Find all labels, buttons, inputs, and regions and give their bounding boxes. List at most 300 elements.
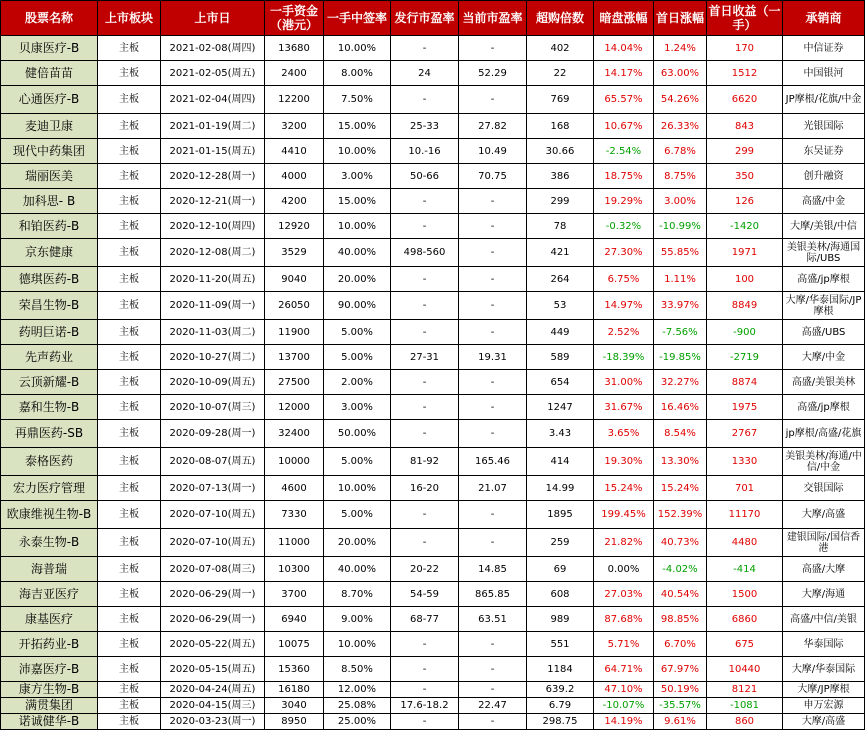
cell-allot-rate: 25.00% (324, 714, 391, 730)
cell-board: 主板 (98, 61, 161, 86)
cell-listing-date: 2020-09-28(周一) (161, 420, 265, 448)
cell-board: 主板 (98, 267, 161, 292)
cell-listing-date: 2020-07-13(周一) (161, 476, 265, 501)
cell-pe-issue: - (391, 370, 459, 395)
cell-listing-date: 2021-01-15(周五) (161, 139, 265, 164)
cell-pe-current: - (459, 239, 527, 267)
cell-oversub: 264 (527, 267, 594, 292)
cell-allot-rate: 15.00% (324, 189, 391, 214)
cell-oversub: 589 (527, 345, 594, 370)
cell-pe-current: - (459, 214, 527, 239)
cell-allot-rate: 2.00% (324, 370, 391, 395)
cell-day1-profit: 6860 (707, 607, 783, 632)
cell-listing-date: 2020-05-15(周五) (161, 657, 265, 682)
cell-allot-rate: 20.00% (324, 267, 391, 292)
cell-dark-gain: -0.32% (594, 214, 654, 239)
cell-allot-rate: 9.00% (324, 607, 391, 632)
table-row[interactable] (1, 86, 865, 114)
cell-lot-amount: 2400 (265, 61, 324, 86)
cell-listing-date: 2020-11-03(周二) (161, 320, 265, 345)
cell-allot-rate: 5.00% (324, 345, 391, 370)
cell-board: 主板 (98, 529, 161, 557)
table-row[interactable] (1, 501, 865, 529)
cell-pe-current: - (459, 501, 527, 529)
cell-day1-gain: 13.30% (654, 448, 707, 476)
cell-board: 主板 (98, 114, 161, 139)
cell-stock-name: 嘉和生物-B (1, 395, 98, 420)
cell-allot-rate: 8.00% (324, 61, 391, 86)
cell-lot-amount: 12920 (265, 214, 324, 239)
cell-allot-rate: 10.00% (324, 632, 391, 657)
cell-listing-date: 2020-04-15(周三) (161, 698, 265, 714)
cell-day1-gain: 50.19% (654, 682, 707, 698)
cell-day1-gain: 63.00% (654, 61, 707, 86)
cell-dark-gain: 2.52% (594, 320, 654, 345)
cell-lot-amount: 12000 (265, 395, 324, 420)
cell-dark-gain: 18.75% (594, 164, 654, 189)
cell-underwriter: jp摩根/高盛/花旗 (783, 420, 865, 448)
cell-oversub: 1184 (527, 657, 594, 682)
cell-oversub: 1247 (527, 395, 594, 420)
cell-stock-name: 康基医疗 (1, 607, 98, 632)
cell-pe-issue: - (391, 86, 459, 114)
col-header-board[interactable]: 上市板块 (98, 1, 161, 36)
table-row[interactable] (1, 476, 865, 501)
cell-allot-rate: 15.00% (324, 114, 391, 139)
col-header-lot[interactable]: 一手资金（港元） (265, 1, 324, 36)
cell-pe-issue: - (391, 529, 459, 557)
cell-lot-amount: 4600 (265, 476, 324, 501)
cell-pe-issue: - (391, 320, 459, 345)
cell-lot-amount: 10000 (265, 448, 324, 476)
cell-dark-gain: -10.07% (594, 698, 654, 714)
cell-dark-gain: 31.67% (594, 395, 654, 420)
cell-underwriter: 东吴证券 (783, 139, 865, 164)
cell-pe-current: - (459, 292, 527, 320)
cell-listing-date: 2020-08-07(周五) (161, 448, 265, 476)
cell-pe-current: - (459, 36, 527, 61)
cell-dark-gain: 3.65% (594, 420, 654, 448)
cell-dark-gain: 31.00% (594, 370, 654, 395)
cell-oversub: 402 (527, 36, 594, 61)
cell-board: 主板 (98, 189, 161, 214)
cell-day1-profit: 170 (707, 36, 783, 61)
cell-stock-name: 加科思- B (1, 189, 98, 214)
cell-board: 主板 (98, 682, 161, 698)
cell-pe-current: - (459, 86, 527, 114)
cell-listing-date: 2020-12-21(周一) (161, 189, 265, 214)
cell-lot-amount: 4200 (265, 189, 324, 214)
cell-day1-profit: 10440 (707, 657, 783, 682)
cell-pe-current: 22.47 (459, 698, 527, 714)
cell-stock-name: 欧康维视生物-B (1, 501, 98, 529)
col-header-under[interactable]: 承销商 (783, 1, 865, 36)
cell-pe-current: 10.49 (459, 139, 527, 164)
cell-day1-profit: 1512 (707, 61, 783, 86)
cell-day1-profit: 1500 (707, 582, 783, 607)
cell-board: 主板 (98, 448, 161, 476)
cell-oversub: 421 (527, 239, 594, 267)
cell-pe-issue: 68-77 (391, 607, 459, 632)
cell-listing-date: 2020-11-09(周一) (161, 292, 265, 320)
cell-underwriter: 光银国际 (783, 114, 865, 139)
cell-oversub: 6.79 (527, 698, 594, 714)
cell-pe-issue: 16-20 (391, 476, 459, 501)
cell-pe-issue: - (391, 420, 459, 448)
cell-oversub: 22 (527, 61, 594, 86)
cell-listing-date: 2021-02-04(周四) (161, 86, 265, 114)
table-row[interactable] (1, 395, 865, 420)
cell-day1-gain: 6.78% (654, 139, 707, 164)
cell-allot-rate: 10.00% (324, 139, 391, 164)
cell-pe-issue: - (391, 189, 459, 214)
cell-pe-current: 63.51 (459, 607, 527, 632)
cell-pe-issue: 498-560 (391, 239, 459, 267)
cell-pe-current: 865.85 (459, 582, 527, 607)
cell-allot-rate: 12.00% (324, 682, 391, 698)
cell-dark-gain: -2.54% (594, 139, 654, 164)
table-row[interactable] (1, 557, 865, 582)
cell-allot-rate: 50.00% (324, 420, 391, 448)
cell-allot-rate: 3.00% (324, 164, 391, 189)
table-row[interactable] (1, 682, 865, 698)
cell-listing-date: 2020-06-29(周一) (161, 582, 265, 607)
cell-board: 主板 (98, 164, 161, 189)
cell-day1-gain: 16.46% (654, 395, 707, 420)
cell-day1-gain: 67.97% (654, 657, 707, 682)
cell-lot-amount: 3529 (265, 239, 324, 267)
cell-oversub: 608 (527, 582, 594, 607)
header-row (1, 1, 865, 36)
cell-oversub: 298.75 (527, 714, 594, 730)
cell-underwriter: 大摩/高盛 (783, 501, 865, 529)
cell-underwriter: JP摩根/花旗/中金 (783, 86, 865, 114)
cell-listing-date: 2020-12-28(周一) (161, 164, 265, 189)
cell-underwriter: 大摩/中金 (783, 345, 865, 370)
cell-stock-name: 药明巨诺-B (1, 320, 98, 345)
cell-day1-gain: 33.97% (654, 292, 707, 320)
cell-allot-rate: 8.50% (324, 657, 391, 682)
cell-day1-gain: 152.39% (654, 501, 707, 529)
table-row[interactable] (1, 448, 865, 476)
cell-day1-gain: 26.33% (654, 114, 707, 139)
cell-lot-amount: 7330 (265, 501, 324, 529)
cell-oversub: 769 (527, 86, 594, 114)
cell-pe-issue: 25-33 (391, 114, 459, 139)
table-row[interactable] (1, 61, 865, 86)
cell-pe-current: 165.46 (459, 448, 527, 476)
cell-oversub: 299 (527, 189, 594, 214)
cell-oversub: 259 (527, 529, 594, 557)
cell-listing-date: 2020-12-08(周二) (161, 239, 265, 267)
cell-dark-gain: 14.19% (594, 714, 654, 730)
col-header-gain[interactable]: 首日收益（一手） (707, 1, 783, 36)
cell-underwriter: 高盛/中金 (783, 189, 865, 214)
cell-stock-name: 开拓药业-B (1, 632, 98, 657)
cell-oversub: 53 (527, 292, 594, 320)
cell-lot-amount: 10075 (265, 632, 324, 657)
cell-board: 主板 (98, 582, 161, 607)
cell-day1-profit: 675 (707, 632, 783, 657)
cell-day1-profit: -1420 (707, 214, 783, 239)
cell-board: 主板 (98, 239, 161, 267)
cell-pe-current: 19.31 (459, 345, 527, 370)
cell-lot-amount: 27500 (265, 370, 324, 395)
cell-oversub: 14.99 (527, 476, 594, 501)
cell-day1-profit: 1975 (707, 395, 783, 420)
col-header-pe-issue[interactable]: 发行市盈率 (391, 1, 459, 36)
cell-day1-profit: 299 (707, 139, 783, 164)
cell-pe-current: - (459, 529, 527, 557)
table-row[interactable] (1, 189, 865, 214)
cell-oversub: 1895 (527, 501, 594, 529)
cell-lot-amount: 11900 (265, 320, 324, 345)
cell-lot-amount: 26050 (265, 292, 324, 320)
cell-pe-current: - (459, 395, 527, 420)
cell-pe-current: 27.82 (459, 114, 527, 139)
cell-oversub: 551 (527, 632, 594, 657)
table-row[interactable] (1, 657, 865, 682)
table-row[interactable] (1, 292, 865, 320)
cell-day1-gain: 15.24% (654, 476, 707, 501)
cell-stock-name: 泰格医药 (1, 448, 98, 476)
cell-listing-date: 2020-10-27(周二) (161, 345, 265, 370)
cell-pe-issue: - (391, 267, 459, 292)
col-header-date[interactable]: 上市日 (161, 1, 265, 36)
cell-listing-date: 2021-02-08(周四) (161, 36, 265, 61)
table-row[interactable] (1, 139, 865, 164)
cell-board: 主板 (98, 214, 161, 239)
cell-pe-current: - (459, 632, 527, 657)
cell-underwriter: 大摩/美银/中信 (783, 214, 865, 239)
cell-stock-name: 沛嘉医疗-B (1, 657, 98, 682)
cell-day1-profit: 8121 (707, 682, 783, 698)
table-row[interactable] (1, 164, 865, 189)
cell-dark-gain: -18.39% (594, 345, 654, 370)
cell-pe-issue: 24 (391, 61, 459, 86)
cell-pe-current: - (459, 657, 527, 682)
cell-dark-gain: 6.75% (594, 267, 654, 292)
cell-allot-rate: 3.00% (324, 395, 391, 420)
cell-stock-name: 心通医疗-B (1, 86, 98, 114)
cell-day1-gain: 1.11% (654, 267, 707, 292)
cell-underwriter: 大摩/JP摩根 (783, 682, 865, 698)
cell-pe-current: 14.85 (459, 557, 527, 582)
cell-listing-date: 2021-02-05(周五) (161, 61, 265, 86)
cell-underwriter: 高盛/jp摩根 (783, 395, 865, 420)
cell-oversub: 414 (527, 448, 594, 476)
col-header-dark[interactable]: 暗盘涨幅 (594, 1, 654, 36)
cell-oversub: 69 (527, 557, 594, 582)
cell-day1-gain: 6.70% (654, 632, 707, 657)
cell-listing-date: 2020-04-24(周五) (161, 682, 265, 698)
cell-day1-profit: 8849 (707, 292, 783, 320)
table-row[interactable] (1, 582, 865, 607)
cell-dark-gain: 14.17% (594, 61, 654, 86)
table-row[interactable] (1, 114, 865, 139)
cell-board: 主板 (98, 607, 161, 632)
cell-board: 主板 (98, 139, 161, 164)
cell-board: 主板 (98, 292, 161, 320)
cell-listing-date: 2020-07-10(周五) (161, 501, 265, 529)
cell-underwriter: 中国银河 (783, 61, 865, 86)
cell-listing-date: 2020-07-10(周五) (161, 529, 265, 557)
cell-dark-gain: 5.71% (594, 632, 654, 657)
table-row[interactable] (1, 239, 865, 267)
cell-day1-profit: 126 (707, 189, 783, 214)
cell-lot-amount: 6940 (265, 607, 324, 632)
cell-underwriter: 创升融资 (783, 164, 865, 189)
cell-oversub: 989 (527, 607, 594, 632)
cell-pe-issue: 17.6-18.2 (391, 698, 459, 714)
cell-board: 主板 (98, 86, 161, 114)
cell-day1-profit: 350 (707, 164, 783, 189)
table-row[interactable] (1, 370, 865, 395)
cell-lot-amount: 12200 (265, 86, 324, 114)
cell-stock-name: 德琪医药-B (1, 267, 98, 292)
cell-board: 主板 (98, 36, 161, 61)
cell-day1-profit: -1081 (707, 698, 783, 714)
cell-underwriter: 大摩/华泰国际/JP摩根 (783, 292, 865, 320)
col-header-name[interactable]: 股票名称 (1, 1, 98, 36)
table-row[interactable] (1, 36, 865, 61)
cell-day1-profit: 1330 (707, 448, 783, 476)
cell-pe-issue: - (391, 682, 459, 698)
cell-pe-issue: 27-31 (391, 345, 459, 370)
cell-day1-gain: 9.61% (654, 714, 707, 730)
cell-dark-gain: 14.04% (594, 36, 654, 61)
cell-day1-profit: -900 (707, 320, 783, 345)
cell-pe-issue: 81-92 (391, 448, 459, 476)
table-row[interactable] (1, 267, 865, 292)
cell-listing-date: 2020-05-22(周五) (161, 632, 265, 657)
cell-pe-issue: - (391, 214, 459, 239)
cell-day1-profit: 11170 (707, 501, 783, 529)
table-row[interactable] (1, 714, 865, 730)
cell-allot-rate: 5.00% (324, 501, 391, 529)
cell-day1-profit: 701 (707, 476, 783, 501)
cell-day1-gain: -7.56% (654, 320, 707, 345)
cell-pe-current: 21.07 (459, 476, 527, 501)
cell-stock-name: 荣昌生物-B (1, 292, 98, 320)
cell-oversub: 449 (527, 320, 594, 345)
cell-dark-gain: 21.82% (594, 529, 654, 557)
cell-dark-gain: 14.97% (594, 292, 654, 320)
cell-dark-gain: 27.30% (594, 239, 654, 267)
table-row[interactable] (1, 632, 865, 657)
cell-allot-rate: 90.00% (324, 292, 391, 320)
cell-stock-name: 永泰生物-B (1, 529, 98, 557)
cell-underwriter: 大摩/高盛 (783, 714, 865, 730)
cell-dark-gain: 19.30% (594, 448, 654, 476)
table-row[interactable] (1, 607, 865, 632)
cell-dark-gain: 19.29% (594, 189, 654, 214)
cell-dark-gain: 0.00% (594, 557, 654, 582)
cell-listing-date: 2020-11-20(周五) (161, 267, 265, 292)
cell-underwriter: 中信证券 (783, 36, 865, 61)
cell-underwriter: 大摩/华泰国际 (783, 657, 865, 682)
cell-underwriter: 申万宏源 (783, 698, 865, 714)
cell-allot-rate: 10.00% (324, 36, 391, 61)
cell-underwriter: 高盛/jp摩根 (783, 267, 865, 292)
cell-allot-rate: 40.00% (324, 239, 391, 267)
cell-lot-amount: 15360 (265, 657, 324, 682)
cell-dark-gain: 199.45% (594, 501, 654, 529)
cell-oversub: 654 (527, 370, 594, 395)
cell-oversub: 386 (527, 164, 594, 189)
col-header-rate[interactable]: 一手中签率 (324, 1, 391, 36)
cell-day1-profit: 8874 (707, 370, 783, 395)
cell-pe-current: - (459, 267, 527, 292)
cell-pe-current: - (459, 320, 527, 345)
cell-stock-name: 瑞丽医美 (1, 164, 98, 189)
table-row[interactable] (1, 698, 865, 714)
cell-pe-issue: 54-59 (391, 582, 459, 607)
cell-lot-amount: 13680 (265, 36, 324, 61)
cell-lot-amount: 3200 (265, 114, 324, 139)
cell-pe-current: - (459, 714, 527, 730)
table-row[interactable] (1, 320, 865, 345)
cell-pe-current: 52.29 (459, 61, 527, 86)
col-header-pe-now[interactable]: 当前市盈率 (459, 1, 527, 36)
cell-listing-date: 2021-01-19(周二) (161, 114, 265, 139)
cell-underwriter: 华泰国际 (783, 632, 865, 657)
cell-day1-profit: 1971 (707, 239, 783, 267)
cell-allot-rate: 25.08% (324, 698, 391, 714)
cell-day1-profit: -414 (707, 557, 783, 582)
cell-day1-profit: 2767 (707, 420, 783, 448)
cell-day1-gain: 32.27% (654, 370, 707, 395)
cell-board: 主板 (98, 420, 161, 448)
col-header-over[interactable]: 超购倍数 (527, 1, 594, 36)
table-row[interactable] (1, 529, 865, 557)
cell-oversub: 78 (527, 214, 594, 239)
cell-stock-name: 宏力医疗管理 (1, 476, 98, 501)
cell-listing-date: 2020-12-10(周四) (161, 214, 265, 239)
cell-day1-profit: 860 (707, 714, 783, 730)
cell-allot-rate: 20.00% (324, 529, 391, 557)
cell-pe-current: - (459, 189, 527, 214)
cell-dark-gain: 64.71% (594, 657, 654, 682)
table-row[interactable] (1, 345, 865, 370)
cell-stock-name: 康方生物-B (1, 682, 98, 698)
cell-dark-gain: 87.68% (594, 607, 654, 632)
cell-pe-current: 70.75 (459, 164, 527, 189)
cell-pe-current: - (459, 370, 527, 395)
cell-board: 主板 (98, 557, 161, 582)
cell-oversub: 639.2 (527, 682, 594, 698)
cell-pe-issue: 20-22 (391, 557, 459, 582)
table-row[interactable] (1, 420, 865, 448)
cell-dark-gain: 10.67% (594, 114, 654, 139)
cell-lot-amount: 10300 (265, 557, 324, 582)
cell-day1-gain: 8.75% (654, 164, 707, 189)
table-row[interactable] (1, 214, 865, 239)
cell-listing-date: 2020-06-29(周一) (161, 607, 265, 632)
cell-day1-profit: 100 (707, 267, 783, 292)
cell-oversub: 168 (527, 114, 594, 139)
cell-day1-profit: 6620 (707, 86, 783, 114)
cell-pe-current: - (459, 420, 527, 448)
cell-lot-amount: 16180 (265, 682, 324, 698)
cell-lot-amount: 8950 (265, 714, 324, 730)
col-header-day1[interactable]: 首日涨幅 (654, 1, 707, 36)
cell-underwriter: 美银美林/海通/中信/中金 (783, 448, 865, 476)
cell-lot-amount: 4000 (265, 164, 324, 189)
cell-allot-rate: 5.00% (324, 320, 391, 345)
cell-stock-name: 再鼎医药-SB (1, 420, 98, 448)
cell-board: 主板 (98, 657, 161, 682)
